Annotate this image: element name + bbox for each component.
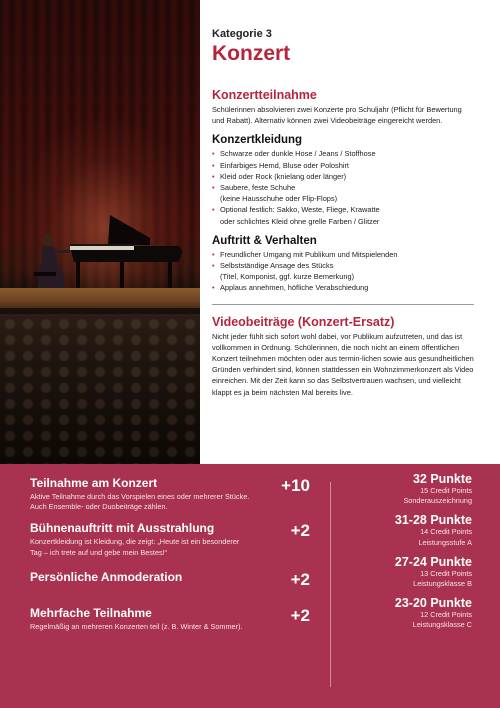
score-tier — [332, 555, 472, 589]
score-level: Leistungsstufe A — [418, 537, 472, 547]
bonus-item — [30, 569, 310, 589]
teilnahme-text: Schülerinnen absolvieren zwei Konzerte pro Schuljahr (Pflicht für Bewertung und Rabatt). Alternativ können zwei Videobeiträge eingereicht werden. — [212, 105, 462, 126]
concert-stage-photo — [0, 0, 200, 464]
bonus-item — [30, 521, 310, 557]
list-item: • Freundlicher Umgang mit Publikum und Mitspielenden — [212, 249, 474, 260]
score-range: 27-24 Punkte — [394, 554, 472, 569]
score-credits: 14 Credit Points — [420, 527, 472, 537]
score-tier — [332, 513, 472, 547]
bonus-title: Persönliche Anmoderation — [30, 569, 183, 584]
page-title: Konzert — [212, 42, 291, 65]
bonus-title: Teilnahme am Konzert — [30, 476, 158, 490]
score-range: 31-28 Punkte — [394, 513, 472, 528]
list-item: • Optional festlich: Sakko, Weste, Fliege, Krawatte oder schlichtes Kleid ohne grelle Farben / Glitzer — [212, 204, 474, 226]
list-item: • Applaus annehmen, höfliche Verabschiedung — [212, 282, 474, 293]
points-band — [0, 464, 500, 708]
video-text: Nicht jeder fühlt sich sofort wohl dabei, vor Publikum aufzutreten, und das ist vollkommen in Ordnung. Schülerinnen, die noch nicht an einem öffentlichen Konzert teilnehmen möchten oder aus termin-lichen sowie aus gesundheitlichen Gründen verhindert sind, können stattdessen ein Wohnzimmerkonzert als Video einreichen. Mit der Zeit kann so das Selbstvertrauen wachsen, und vielleicht klappt es ja beim nächsten Mal bereits live. — [212, 331, 474, 397]
list-item: • Einfarbiges Hemd, Bluse oder Poloshirt — [212, 160, 474, 171]
bonus-item — [30, 476, 310, 512]
bonus-list — [30, 476, 310, 641]
score-range: 32 Punkte — [412, 472, 472, 486]
auftritt-list — [212, 249, 474, 294]
section-heading-auftritt: Auftritt & Verhalten — [212, 234, 317, 247]
bonus-points: +2 — [290, 521, 310, 541]
bonus-points: +2 — [290, 605, 310, 625]
bonus-desc: Aktive Teilnahme durch das Vorspielen eines oder mehrerer Stücke. Auch Ensemble- oder Duobeiträge zählen. — [30, 492, 250, 512]
bonus-title: Mehrfache Teilnahme — [30, 605, 152, 620]
score-level: Sonderauszeichnung — [403, 496, 472, 506]
bonus-item — [30, 606, 310, 632]
column-divider — [330, 482, 331, 687]
list-item: • Selbstständige Ansage des Stücks (Titel, Komponist, ggf. kurze Bemerkung) — [212, 260, 474, 282]
bonus-points: +10 — [281, 476, 310, 495]
score-credits: 13 Credit Points — [420, 568, 472, 578]
score-credits: 12 Credit Points — [420, 610, 472, 620]
bonus-points: +2 — [290, 569, 310, 589]
section-heading-video: Videobeiträge (Konzert-Ersatz) — [212, 314, 395, 329]
score-tier — [332, 596, 472, 630]
bonus-desc: Konzertkleidung ist Kleidung, die zeigt: „Heute ist ein besonderer Tag – ich trete auf und gebe mein Bestes!“ — [30, 537, 240, 557]
content-column — [212, 28, 474, 398]
list-item: • Saubere, feste Schuhe (keine Hausschuhe oder Flip-Flops) — [212, 182, 474, 204]
bonus-title: Bühnenauftritt mit Ausstrahlung — [30, 521, 215, 536]
kleidung-list — [212, 148, 474, 226]
bonus-desc: Regelmäßig an mehreren Konzerten teil (z. B. Winter & Sommer). — [30, 621, 243, 631]
score-credits: 15 Credit Points — [420, 486, 472, 495]
category-label: Kategorie 3 — [212, 28, 272, 40]
score-tier — [332, 472, 472, 506]
section-heading-teilnahme: Konzertteilnahme — [212, 88, 317, 102]
list-item: • Schwarze oder dunkle Hose / Jeans / Stoffhose — [212, 148, 474, 159]
score-list — [332, 472, 472, 638]
grand-piano-with-pianist — [0, 0, 200, 314]
score-level: Leistungsklasse C — [412, 620, 472, 630]
score-range: 23-20 Punkte — [394, 596, 472, 611]
list-item: • Kleid oder Rock (knielang oder länger) — [212, 171, 474, 182]
section-divider — [212, 304, 474, 305]
score-level: Leistungsklasse B — [413, 579, 472, 589]
stage-floor — [0, 288, 200, 310]
section-heading-kleidung: Konzertkleidung — [212, 134, 303, 147]
